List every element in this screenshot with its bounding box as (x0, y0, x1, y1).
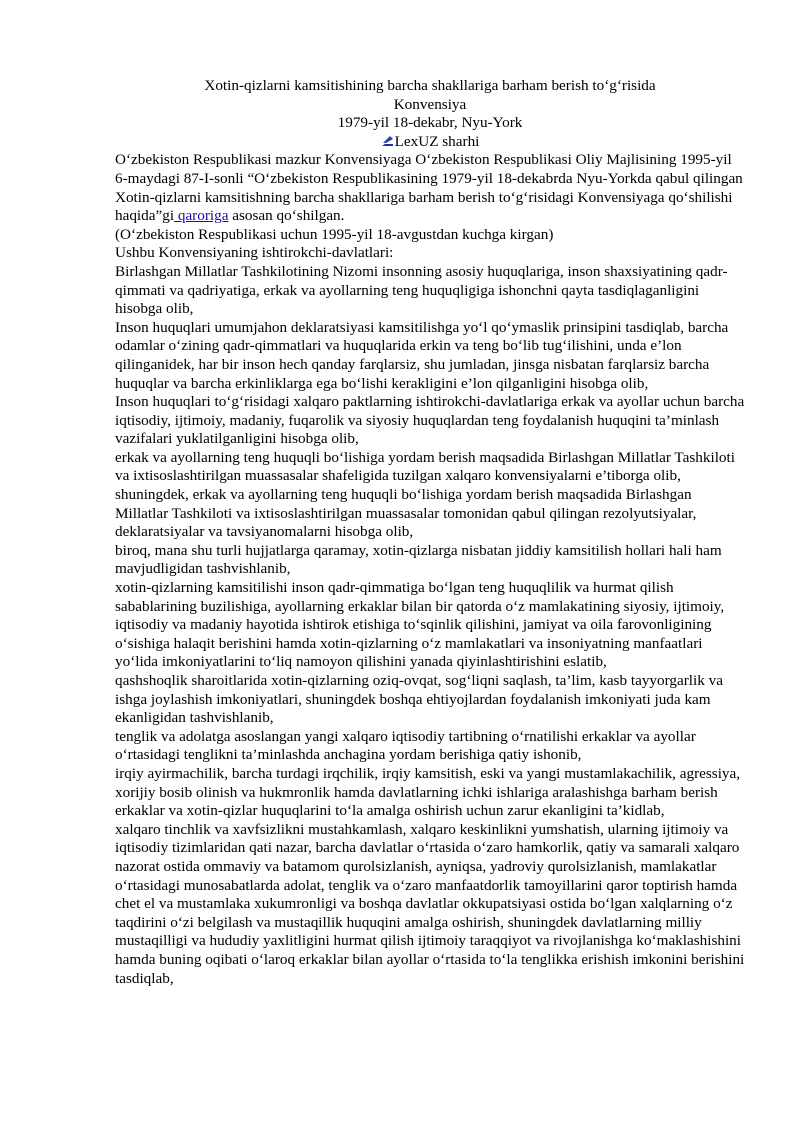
preamble-paragraph: Inson huquqlari to‘g‘risidagi xalqaro paktlarning ishtirokchi-davlatlariga erkak va ayollar uchun barcha iqtisodiy, ijtimoiy, madaniy, fuqarolik va siyosiy huquqlardan teng foydalanish huquqini ta’minlash vazifalari yuklatilganligini hisobga olib, (115, 393, 745, 448)
preamble-paragraph: erkak va ayollarning teng huquqli bo‘lishiga yordam berish maqsadida Birlashgan Millatlar Tashkiloti va ixtisoslashtirilgan muassasalar shafeligida tuzilgan xalqaro konvensiyalarni e’tiborga olib, (115, 448, 735, 485)
lexuz-comment-icon (381, 135, 394, 147)
document-title-continued: Konvensiya (393, 95, 467, 113)
accession-text-end: asosan qo‘shilgan. (228, 207, 345, 225)
accession-text: O‘zbekiston Respublikasi mazkur Konvensiyaga O‘zbekiston Respublikasi Oliy Majlisining 1995-yil 6-maydagi 87-I-sonli “O‘zbekiston Respublikasining 1979-yil 18-dekabrda Nyu-Yorkda qabul qilingan Xotin-qizlarni kamsitishning barcha shakllariga barham berish to‘g‘risidagi Konvensiyaga qo‘shilishi haqida”gi (115, 151, 743, 225)
document-page (115, 77, 745, 988)
accession-note (115, 151, 745, 225)
preamble-paragraph: qashshoqlik sharoitlarida xotin-qizlarning oziq-ovqat, sog‘liqni saqlash, ta’lim, kasb tayyorgarlik va ishga joylashish imkoniyatlari, shuningdek boshqa ehtiyojlardan foydalanish imkoniyati juda kam ekanligidan tashvishlanib, (115, 672, 723, 727)
preamble-paragraph: Ushbu Konvensiyaning ishtirokchi-davlatlari: (115, 244, 394, 262)
document-title: Xotin-qizlarni kamsitishining barcha shakllariga barham berish to‘g‘risida (204, 77, 656, 94)
preamble-paragraph: xotin-qizlarning kamsitilishi inson qadr-qimmatiga bo‘lgan teng huquqlilik va hurmat qilish sabablarining buzilishiga, ayollarning erkaklar bilan bir qatorda o‘z mamlakatining siyosiy, ijtimoiy, iqtisodiy va madaniy hayotida ishtirok etishiga to‘sqinlik qilishini, jamiyat va oila farovonligining o‘sishiga halaqit berishini hamda xotin-qizlarning o‘z mamlakatlari va insoniyatning manfaatlari yo‘lida imkoniyatlarini to‘liq namoyon qilishini yanada qiyinlashtirishini eslatib, (115, 579, 725, 671)
preamble-paragraph: biroq, mana shu turli hujjatlarga qaramay, xotin-qizlarga nisbatan jiddiy kamsitilish hollari hali ham mavjudligidan tashvishlanib, (115, 541, 722, 578)
preamble-paragraph: shuningdek, erkak va ayollarning teng huquqli bo‘lishiga yordam berish maqsadida Birlashgan Millatlar Tashkiloti va ixtisoslashtirilgan muassasalar tomonidan qabul qilingan rezolyutsiyalar, deklaratsiyalar va tavsiyanomalarni hisobga olib, (115, 486, 697, 541)
lexuz-comment-label[interactable]: LexUZ sharhi (394, 132, 480, 150)
preamble-paragraph: xalqaro tinchlik va xavfsizlikni mustahkamlash, xalqaro keskinlikni yumshatish, ularning ijtimoiy va iqtisodiy tizimlaridan qati nazar, barcha davlatlar o‘rtasida o‘zaro hamkorlik, qatiy va samarali xalqaro nazorat ostida ommaviy va batamom qurolsizlanish, ayniqsa, yadroviy qurolsizlanish, mamlakatlar o‘rtasidagi munosabatlarda adolat, tenglik va o‘zaro manfaatdorlik tamoyillarini qaror toptirish hamda chet el va mustamlaka xukumronligi va boshqa davlatlar okkupatsiyasi ostida bo‘lgan xalqlarning o‘z taqdirini o‘zi belgilash va mustaqillik huquqini amalga oshirish, shuningdek davlatlarning milliy mustaqilligi va hududiy yaxlitligini hurmat qilish ijtimoiy taraqqiyot va rivojlanishga ko‘maklashishini hamda buning oqibati o‘laroq erkaklar bilan ayollar o‘rtasida to‘la tenglikka erishish imkonini berishini tasdiqlab, (115, 820, 745, 987)
qaroriga-link[interactable]: qaroriga (174, 207, 229, 225)
preamble-paragraph: Birlashgan Millatlar Tashkilotining Nizomi insonning asosiy huquqlariga, inson shaxsiyatining qadr-qimmati va qadriyatiga, erkak va ayollarning teng huquqligiga ishonchni qayta tasdiqlaganligini hisobga olib, (115, 262, 728, 318)
entry-into-force-note: (O‘zbekiston Respublikasi uchun 1995-yil 18-avgustdan kuchga kirgan) (115, 225, 554, 243)
document-header (115, 77, 745, 151)
preamble-paragraph: irqiy ayirmachilik, barcha turdagi irqchilik, irqiy kamsitish, eski va yangi mustamlakachilik, agressiya, xorijiy bosib olinish va hukmronlik hamda davlatlarning ichki ishlariga aralashishga barham berish erkaklar va xotin-qizlar huquqlarini to‘la amalga oshirish uchun zarur ekanligini ta’kidlab, (115, 764, 741, 820)
preamble-paragraph: tenglik va adolatga asoslangan yangi xalqaro iqtisodiy tartibning o‘rnatilishi erkaklar va ayollar o‘rtasidagi tenglikni ta’minlashda anchagina yordam berishiga qatiy ishonib, (115, 727, 696, 764)
lexuz-comment[interactable] (115, 133, 745, 152)
preamble-paragraph: Inson huquqlari umumjahon deklaratsiyasi kamsitilishga yo‘l qo‘ymaslik prinsipini tasdiqlab, barcha odamlar o‘zining qadr-qimmatlari va huquqlarida erkin va teng bo‘lib tug‘ilishini, unda e’lon qilinganidek, har bir inson hech qanday farqlarsiz, shu jumladan, jinsga nisbatan farqlarsiz barcha huquqlar va barcha erkinliklarga ega bo‘lishi kerakligini e’lon qilganligini hisobga olib, (115, 318, 729, 392)
document-date-place: 1979-yil 18-dekabr, Nyu-York (337, 114, 523, 132)
